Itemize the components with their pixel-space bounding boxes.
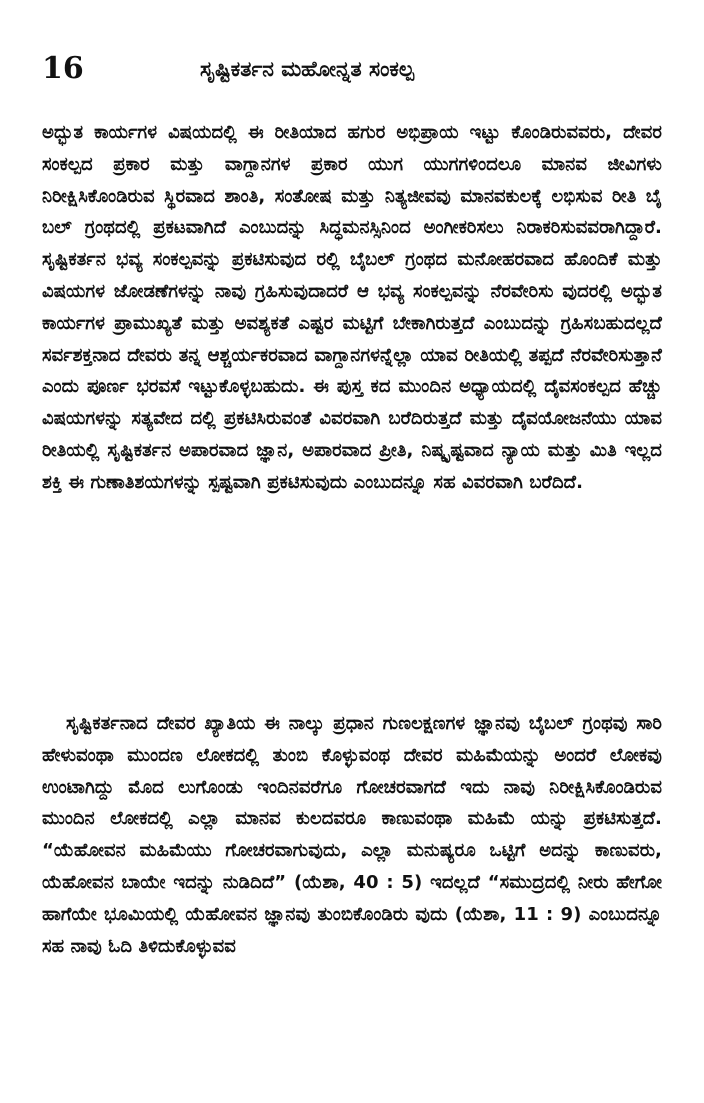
page-number: 16 — [42, 51, 84, 86]
paragraph-text: ಅದ್ಭುತ ಕಾರ್ಯಗಳ ವಿಷಯದಲ್ಲಿ ಈ ರೀತಿಯಾದ ಹಗುರ ಅಭಿಪ್ರಾಯ ಇಟ್ಟು ಕೊಂಡಿರುವವರು, ದೇವರ ಸಂಕಲ್ಪದ ಪ್ರಕಾರ ಮತ್ತು ವಾಗ್ದಾನಗಳ ಪ್ರಕಾರ ಯುಗ ಯುಗಗಳಿಂದಲೂ ಮಾನವ ಜೀವಿಗಳು ನಿರೀಕ್ಷಿಸಿಕೊಂಡಿರುವ ಸ್ಥಿರವಾದ ಶಾಂತಿ, ಸಂತೋಷ ಮತ್ತು ನಿತ್ಯಜೀವವು ಮಾನವಕುಲಕ್ಕೆ ಲಭಿಸುವ ರೀತಿ ಬೈ ಬಲ್ ಗ್ರಂಥದಲ್ಲಿ ಪ್ರಕಟವಾಗಿದೆ ಎಂಬುದನ್ನು ಸಿದ್ಧಮನಸ್ಸಿನಿಂದ ಅಂಗೀಕರಿಸಲು ನಿರಾಕರಿಸುವವರಾಗಿದ್ದಾರೆ. ಸೃಷ್ಟಿಕರ್ತನ ಭವ್ಯ ಸಂಕಲ್ಪವನ್ನು ಪ್ರಕಟಿಸುವುದ ರಲ್ಲಿ ಬೈಬಲ್ ಗ್ರಂಥದ ಮನೋಹರವಾದ ಹೊಂದಿಕೆ ಮತ್ತು ವಿಷಯಗಳ ಜೋಡಣೆಗಳನ್ನು ನಾವು ಗ್ರಹಿಸುವುದಾದರೆ ಆ ಭವ್ಯ ಸಂಕಲ್ಪವನ್ನು ನೆರವೇರಿಸು ವುದರಲ್ಲಿ ಅದ್ಭುತ ಕಾರ್ಯಗಳ ಪ್ರಾಮುಖ್ಯತೆ ಮತ್ತು ಅವಶ್ಯಕತೆ ಎಷ್ಟರ ಮಟ್ಟಿಗೆ ಬೇಕಾಗಿರುತ್ತದೆ ಎಂಬುದನ್ನು ಗ್ರಹಿಸಬಹುದಲ್ಲದೆ ಸರ್ವಶಕ್ತನಾದ ದೇವರು ತನ್ನ ಆಶ್ಚರ್ಯಕರವಾದ ವಾಗ್ದಾನಗಳನ್ನೆಲ್ಲಾ ಯಾವ ರೀತಿಯಲ್ಲಿ ತಪ್ಪದೆ ನೆರವೇರಿಸುತ್ತಾನೆ ಎಂದು ಪೂರ್ಣ ಭರವಸೆ ಇಟ್ಟುಕೊಳ್ಳಬಹುದು. ಈ ಪುಸ್ತ ಕದ ಮುಂದಿನ ಅಧ್ಯಾಯದಲ್ಲಿ ದೈವಸಂಕಲ್ಪದ ಹೆಚ್ಚು ವಿಷಯಗಳನ್ನು ಸತ್ಯವೇದ ದಲ್ಲಿ ಪ್ರಕಟಿಸಿರುವಂತೆ ವಿವರವಾಗಿ ಬರೆದಿರುತ್ತದೆ ಮತ್ತು ದೈವಯೋಜನೆಯು ಯಾವ ರೀತಿಯಲ್ಲಿ ಸೃಷ್ಟಿಕರ್ತನ ಅಪಾರವಾದ ಜ್ಞಾನ, ಅಪಾರವಾದ ಪ್ರೀತಿ, ನಿಷ್ಕೃಷ್ಟವಾದ ನ್ಯಾಯ ಮತ್ತು ಮಿತಿ ಇಲ್ಲದ ಶಕ್ತಿ ಈ ಗುಣಾತಿಶಯಗಳನ್ನು ಸ್ಪಷ್ಟವಾಗಿ ಪ್ರಕಟಿಸುವುದು ಎಂಬುದನ್ನೂ ಸಹ ವಿವರವಾಗಿ ಬರೆದಿದೆ. — [42, 122, 662, 493]
running-title: ಸೃಷ್ಟಿಕರ್ತನ ಮಹೋನ್ನತ ಸಂಕಲ್ಪ — [200, 57, 415, 81]
paragraph-1 — [42, 117, 662, 499]
paragraph-text: ಸೃಷ್ಟಿಕರ್ತನಾದ ದೇವರ ಖ್ಯಾತಿಯ ಈ ನಾಲ್ಕು ಪ್ರಧಾನ ಗುಣಲಕ್ಷಣಗಳ ಜ್ಞಾನವು ಬೈಬಲ್ ಗ್ರಂಥವು ಸಾರಿ ಹೇಳುವಂಥಾ ಮುಂದಣ ಲೋಕದಲ್ಲಿ ತುಂಬಿ ಕೊಳ್ಳುವಂಥ ದೇವರ ಮಹಿಮೆಯನ್ನು ಅಂದರೆ ಲೋಕವು ಉಂಟಾಗಿದ್ದು ಮೊದ ಲುಗೊಂಡು ಇಂದಿನವರೆಗೂ ಗೋಚರವಾಗದೆ ಇದು ನಾವು ನಿರೀಕ್ಷಿಸಿಕೊಂಡಿರುವ ಮುಂದಿನ ಲೋಕದಲ್ಲಿ ಎಲ್ಲಾ ಮಾನವ ಕುಲದವರೂ ಕಾಣುವಂಥಾ ಮಹಿಮೆ ಯನ್ನು ಪ್ರಕಟಿಸುತ್ತದೆ. “ಯೆಹೋವನ ಮಹಿಮೆಯು ಗೋಚರವಾಗುವುದು, ಎಲ್ಲಾ ಮನುಷ್ಯರೂ ಒಟ್ಟಿಗೆ ಅದನ್ನು ಕಾಣುವರು, ಯೆಹೋವನ ಬಾಯೇ ಇದನ್ನು ನುಡಿದಿದೆ” (ಯೆಶಾ, 40 : 5) ಇದಲ್ಲದೆ “ಸಮುದ್ರದಲ್ಲಿ ನೀರು ಹೇಗೋ ಹಾಗೆಯೇ ಭೂಮಿಯಲ್ಲಿ ಯೆಹೋವನ ಜ್ಞಾನವು ತುಂಬಿಕೊಂಡಿರು ವುದು (ಯೆಶಾ, 11 : 9) ಎಂಬುದನ್ನೂ ಸಹ ನಾವು ಓದಿ ತಿಳಿದುಕೊಳ್ಳುವವ — [42, 713, 662, 957]
paragraph-2 — [42, 708, 662, 962]
